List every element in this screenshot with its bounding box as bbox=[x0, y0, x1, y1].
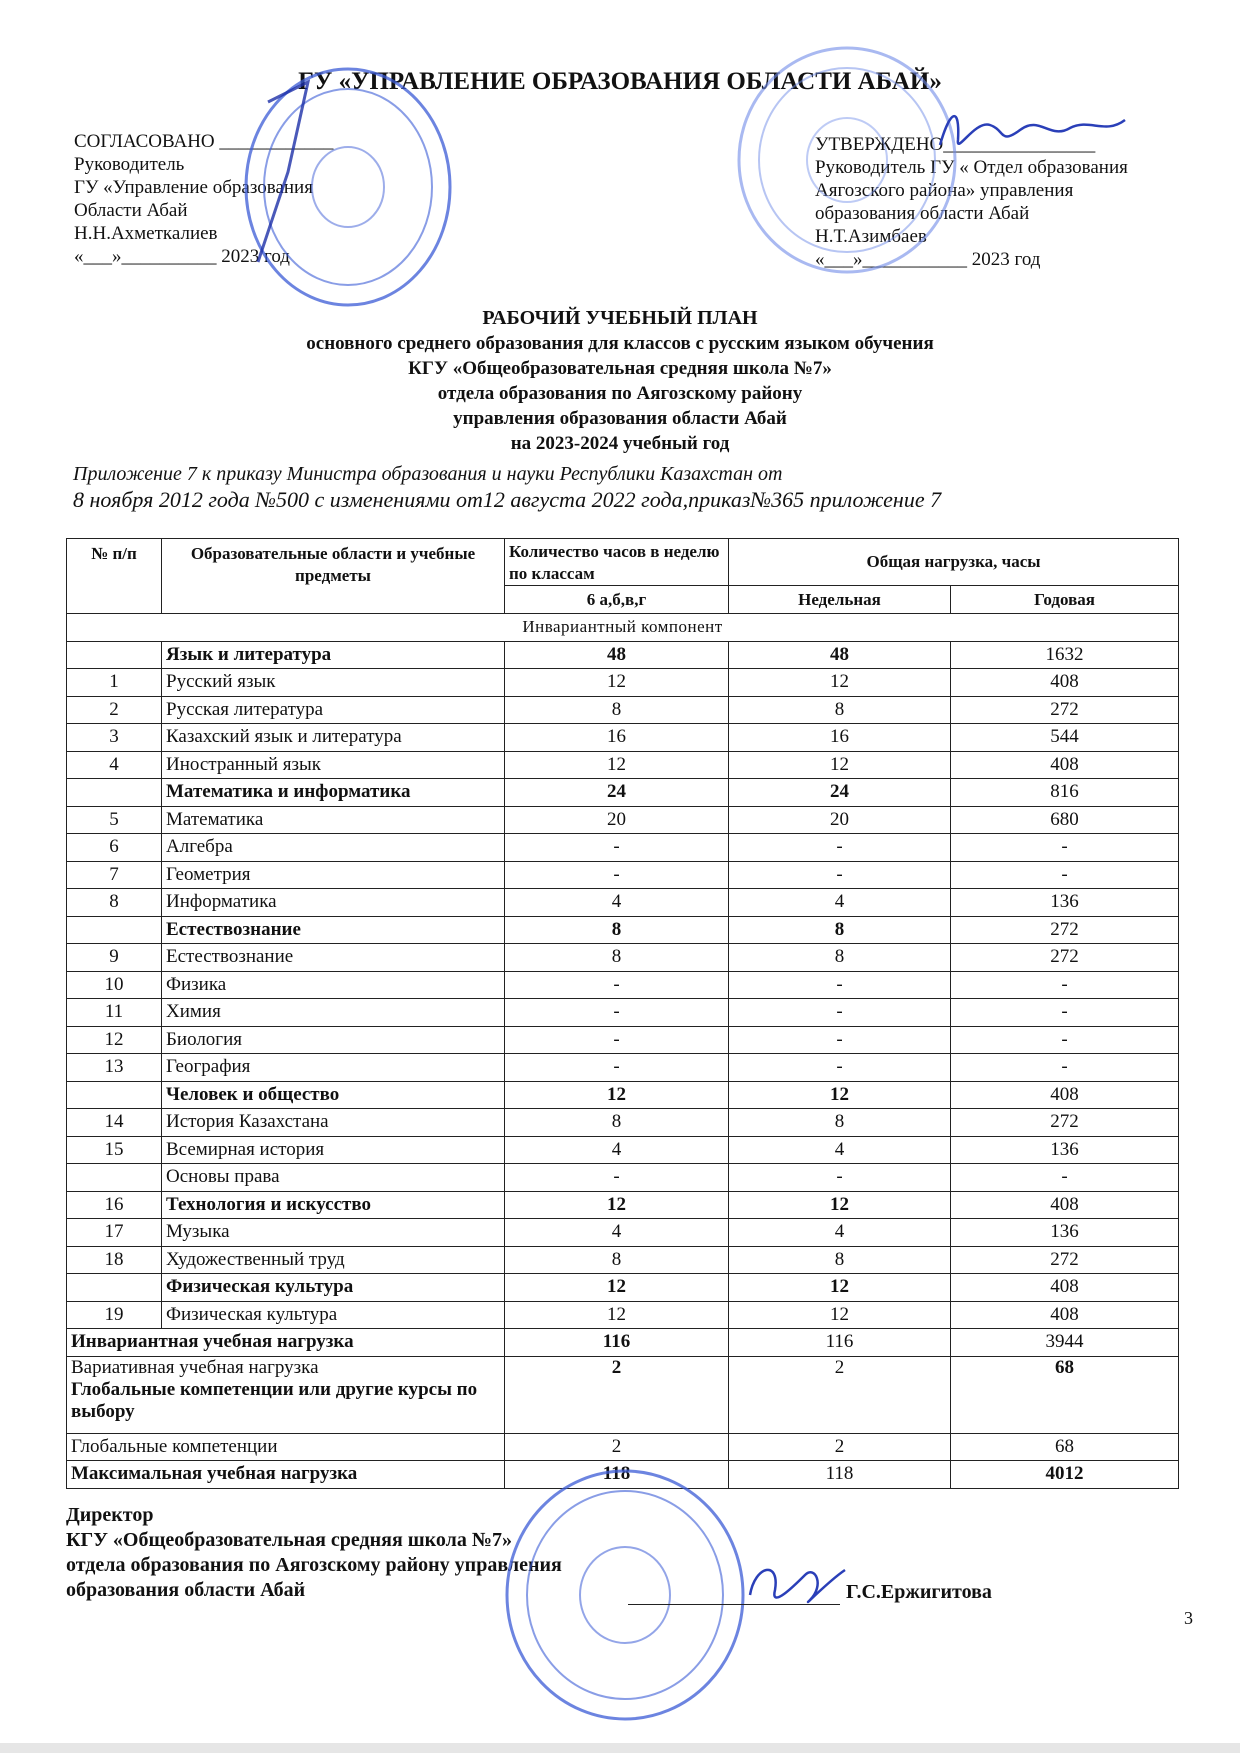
subject-name: Казахский язык и литература bbox=[162, 724, 505, 752]
approval-right-line: Н.Т.Азимбаев bbox=[815, 226, 927, 247]
row-number: 10 bbox=[67, 971, 162, 999]
group-name: Физическая культура bbox=[162, 1274, 505, 1302]
hours-weekly: 8 bbox=[729, 1246, 951, 1274]
row-number: 5 bbox=[67, 806, 162, 834]
max-total-row bbox=[67, 1461, 1179, 1489]
hours-yearly: 136 bbox=[951, 1219, 1179, 1247]
subject-name: Химия bbox=[162, 999, 505, 1027]
hours-classes: 4 bbox=[505, 1136, 729, 1164]
subject-name: Музыка bbox=[162, 1219, 505, 1247]
approval-right-line: УТВЕРЖДЕНО________________ bbox=[815, 134, 1096, 155]
hours-classes: 24 bbox=[505, 779, 729, 807]
invariant-total-weekly: 116 bbox=[729, 1329, 951, 1357]
hours-yearly: 272 bbox=[951, 696, 1179, 724]
approval-block-left bbox=[74, 130, 333, 268]
hours-yearly: 408 bbox=[951, 1191, 1179, 1219]
variative-sub: Глобальные компетенции или другие курсы по выбору bbox=[71, 1378, 478, 1422]
row-number bbox=[67, 779, 162, 807]
subject-row bbox=[67, 724, 1179, 752]
approval-left-line: Руководитель bbox=[74, 154, 185, 175]
header-total-load: Общая нагрузка, часы bbox=[729, 539, 1179, 586]
global-competencies-weekly: 2 bbox=[729, 1433, 951, 1461]
plan-title-line: управления образования области Абай bbox=[453, 408, 787, 429]
hours-yearly: 272 bbox=[951, 944, 1179, 972]
subject-name: География bbox=[162, 1054, 505, 1082]
hours-yearly: - bbox=[951, 834, 1179, 862]
subject-name: Художественный труд bbox=[162, 1246, 505, 1274]
subject-name: Иностранный язык bbox=[162, 751, 505, 779]
group-name: Естествознание bbox=[162, 916, 505, 944]
group-name: Технология и искусство bbox=[162, 1191, 505, 1219]
hours-yearly: 544 bbox=[951, 724, 1179, 752]
row-number: 15 bbox=[67, 1136, 162, 1164]
hours-yearly: 408 bbox=[951, 1301, 1179, 1329]
director-block bbox=[66, 1503, 562, 1603]
global-competencies-row bbox=[67, 1433, 1179, 1461]
subject-row bbox=[67, 1246, 1179, 1274]
hours-weekly: 24 bbox=[729, 779, 951, 807]
group-row bbox=[67, 1191, 1179, 1219]
subject-row bbox=[67, 751, 1179, 779]
approval-left-line: Н.Н.Ахметкалиев bbox=[74, 223, 218, 244]
subject-row bbox=[67, 806, 1179, 834]
hours-classes: 8 bbox=[505, 1246, 729, 1274]
subject-name: Биология bbox=[162, 1026, 505, 1054]
row-number: 14 bbox=[67, 1109, 162, 1137]
variative-yearly: 68 bbox=[951, 1356, 1179, 1433]
hours-classes: - bbox=[505, 971, 729, 999]
subject-name: Всемирная история bbox=[162, 1136, 505, 1164]
max-total-classes: 118 bbox=[505, 1461, 729, 1489]
hours-weekly: 4 bbox=[729, 1136, 951, 1164]
director-line: Директор bbox=[66, 1504, 154, 1526]
max-total-label: Максимальная учебная нагрузка bbox=[67, 1461, 505, 1489]
hours-weekly: - bbox=[729, 861, 951, 889]
approval-left-line: «___»__________ 2023 год bbox=[74, 246, 290, 267]
signature-line bbox=[628, 1604, 840, 1605]
variative-row bbox=[67, 1356, 1179, 1433]
row-number: 13 bbox=[67, 1054, 162, 1082]
plan-title-line: РАБОЧИЙ УЧЕБНЫЙ ПЛАН bbox=[482, 307, 758, 329]
appendix-line: 8 ноября 2012 года №500 с изменениями от12 августа 2022 года,приказ№365 приложение 7 bbox=[73, 487, 942, 512]
hours-weekly: 12 bbox=[729, 1301, 951, 1329]
hours-classes: - bbox=[505, 1164, 729, 1192]
subject-row bbox=[67, 1109, 1179, 1137]
subject-name: Русская литература bbox=[162, 696, 505, 724]
hours-weekly: 8 bbox=[729, 916, 951, 944]
subject-row bbox=[67, 889, 1179, 917]
hours-yearly: 272 bbox=[951, 916, 1179, 944]
global-competencies-yearly: 68 bbox=[951, 1433, 1179, 1461]
plan-title-line: на 2023-2024 учебный год bbox=[510, 433, 730, 454]
approval-left-line: СОГЛАСОВАНО ____________ bbox=[74, 131, 334, 152]
row-number: 9 bbox=[67, 944, 162, 972]
row-number bbox=[67, 641, 162, 669]
plan-title bbox=[0, 306, 1240, 456]
row-number: 2 bbox=[67, 696, 162, 724]
subject-name: Алгебра bbox=[162, 834, 505, 862]
subject-row bbox=[67, 999, 1179, 1027]
row-number: 19 bbox=[67, 1301, 162, 1329]
page-number: 3 bbox=[1184, 1608, 1193, 1628]
hours-weekly: 16 bbox=[729, 724, 951, 752]
hours-classes: 12 bbox=[505, 669, 729, 697]
subject-name: Русский язык bbox=[162, 669, 505, 697]
hours-classes: 20 bbox=[505, 806, 729, 834]
hours-classes: - bbox=[505, 861, 729, 889]
group-name: Человек и общество bbox=[162, 1081, 505, 1109]
hours-classes: - bbox=[505, 999, 729, 1027]
hours-weekly: - bbox=[729, 1164, 951, 1192]
hours-weekly: 8 bbox=[729, 944, 951, 972]
hours-yearly: - bbox=[951, 861, 1179, 889]
global-competencies-classes: 2 bbox=[505, 1433, 729, 1461]
approval-right-line: «___»___________ 2023 год bbox=[815, 249, 1041, 270]
group-row bbox=[67, 779, 1179, 807]
hours-yearly: - bbox=[951, 1026, 1179, 1054]
hours-yearly: 408 bbox=[951, 1274, 1179, 1302]
row-number: 16 bbox=[67, 1191, 162, 1219]
hours-classes: 4 bbox=[505, 1219, 729, 1247]
hours-weekly: 48 bbox=[729, 641, 951, 669]
subject-name: Естествознание bbox=[162, 944, 505, 972]
hours-weekly: - bbox=[729, 1054, 951, 1082]
hours-yearly: 272 bbox=[951, 1109, 1179, 1137]
approval-left-line: ГУ «Управление образования bbox=[74, 177, 313, 198]
director-name: Г.С.Ержигитова bbox=[846, 1581, 992, 1603]
hours-weekly: 4 bbox=[729, 889, 951, 917]
hours-yearly: - bbox=[951, 971, 1179, 999]
hours-yearly: 816 bbox=[951, 779, 1179, 807]
hours-classes: - bbox=[505, 1026, 729, 1054]
hours-weekly: - bbox=[729, 834, 951, 862]
hours-yearly: 680 bbox=[951, 806, 1179, 834]
group-row bbox=[67, 1081, 1179, 1109]
hours-yearly: 272 bbox=[951, 1246, 1179, 1274]
invariant-total-label: Инвариантная учебная нагрузка bbox=[67, 1329, 505, 1357]
max-total-weekly: 118 bbox=[729, 1461, 951, 1489]
subject-row bbox=[67, 1301, 1179, 1329]
invariant-total-classes: 116 bbox=[505, 1329, 729, 1357]
group-row bbox=[67, 916, 1179, 944]
subject-row bbox=[67, 861, 1179, 889]
hours-weekly: - bbox=[729, 999, 951, 1027]
approval-right-line: Аягозского района» управления bbox=[815, 180, 1074, 201]
hours-classes: 8 bbox=[505, 696, 729, 724]
director-line: образования области Абай bbox=[66, 1579, 306, 1601]
subject-row bbox=[67, 1054, 1179, 1082]
approval-right-line: Руководитель ГУ « Отдел образования bbox=[815, 157, 1128, 178]
hours-yearly: 136 bbox=[951, 1136, 1179, 1164]
hours-weekly: 8 bbox=[729, 696, 951, 724]
row-number: 1 bbox=[67, 669, 162, 697]
hours-yearly: - bbox=[951, 1164, 1179, 1192]
subject-name: Информатика bbox=[162, 889, 505, 917]
header-classes: 6 а,б,в,г bbox=[505, 586, 729, 614]
hours-yearly: 136 bbox=[951, 889, 1179, 917]
subject-name: Основы права bbox=[162, 1164, 505, 1192]
hours-weekly: 12 bbox=[729, 669, 951, 697]
director-line: КГУ «Общеобразовательная средняя школа №7» bbox=[66, 1529, 512, 1551]
approval-left-line: Области Абай bbox=[74, 200, 188, 221]
subject-row bbox=[67, 1219, 1179, 1247]
plan-title-line: основного среднего образования для классов с русским языком обучения bbox=[306, 333, 934, 354]
header-hours-per-week: Количество часов в неделю по классам bbox=[505, 539, 729, 586]
hours-classes: - bbox=[505, 1054, 729, 1082]
row-number: 17 bbox=[67, 1219, 162, 1247]
group-name: Математика и информатика bbox=[162, 779, 505, 807]
hours-yearly: 408 bbox=[951, 1081, 1179, 1109]
scan-edge bbox=[0, 1743, 1240, 1753]
subject-name: Геометрия bbox=[162, 861, 505, 889]
subject-row bbox=[67, 971, 1179, 999]
hours-classes: 12 bbox=[505, 1081, 729, 1109]
header-subject: Образовательные области и учебные предметы bbox=[162, 539, 505, 614]
hours-classes: 8 bbox=[505, 1109, 729, 1137]
hours-weekly: 12 bbox=[729, 1274, 951, 1302]
appendix-line: Приложение 7 к приказу Министра образования и науки Республики Казахстан от bbox=[73, 463, 783, 485]
invariant-component-label: Инвариантный компонент bbox=[67, 614, 1179, 642]
row-number: 11 bbox=[67, 999, 162, 1027]
row-number bbox=[67, 1081, 162, 1109]
max-total-yearly: 4012 bbox=[951, 1461, 1179, 1489]
subject-name: Физическая культура bbox=[162, 1301, 505, 1329]
hours-classes: 48 bbox=[505, 641, 729, 669]
hours-classes: 12 bbox=[505, 1191, 729, 1219]
hours-yearly: - bbox=[951, 999, 1179, 1027]
subject-row bbox=[67, 669, 1179, 697]
row-number bbox=[67, 1164, 162, 1192]
signature-bottom bbox=[740, 1555, 850, 1615]
subject-name: История Казахстана bbox=[162, 1109, 505, 1137]
hours-weekly: - bbox=[729, 1026, 951, 1054]
variative-classes: 2 bbox=[505, 1356, 729, 1433]
approval-right-line: образования области Абай bbox=[815, 203, 1030, 224]
hours-classes: 12 bbox=[505, 1274, 729, 1302]
hours-classes: 16 bbox=[505, 724, 729, 752]
hours-yearly: 408 bbox=[951, 669, 1179, 697]
subject-row bbox=[67, 1164, 1179, 1192]
header-yearly: Годовая bbox=[951, 586, 1179, 614]
hours-classes: 8 bbox=[505, 916, 729, 944]
row-number: 8 bbox=[67, 889, 162, 917]
group-name: Язык и литература bbox=[162, 641, 505, 669]
hours-classes: - bbox=[505, 834, 729, 862]
org-title: ГУ «УПРАВЛЕНИЕ ОБРАЗОВАНИЯ ОБЛАСТИ АБАЙ» bbox=[298, 68, 942, 95]
group-row bbox=[67, 641, 1179, 669]
subject-name: Математика bbox=[162, 806, 505, 834]
approval-block-right bbox=[815, 133, 1128, 271]
invariant-total-row bbox=[67, 1329, 1179, 1357]
appendix-note bbox=[73, 461, 941, 513]
hours-weekly: 8 bbox=[729, 1109, 951, 1137]
row-number bbox=[67, 1274, 162, 1302]
row-number: 12 bbox=[67, 1026, 162, 1054]
row-number bbox=[67, 916, 162, 944]
global-competencies-label: Глобальные компетенции bbox=[67, 1433, 505, 1461]
hours-yearly: 408 bbox=[951, 751, 1179, 779]
variative-label: Вариативная учебная нагрузка bbox=[71, 1356, 319, 1378]
plan-title-line: отдела образования по Аягозскому району bbox=[437, 383, 803, 404]
subject-row bbox=[67, 696, 1179, 724]
group-row bbox=[67, 1274, 1179, 1302]
row-number: 3 bbox=[67, 724, 162, 752]
hours-classes: 8 bbox=[505, 944, 729, 972]
row-number: 7 bbox=[67, 861, 162, 889]
row-number: 6 bbox=[67, 834, 162, 862]
hours-weekly: 12 bbox=[729, 1081, 951, 1109]
hours-weekly: 12 bbox=[729, 751, 951, 779]
hours-classes: 12 bbox=[505, 751, 729, 779]
hours-yearly: - bbox=[951, 1054, 1179, 1082]
subject-row bbox=[67, 1026, 1179, 1054]
invariant-total-yearly: 3944 bbox=[951, 1329, 1179, 1357]
header-weekly: Недельная bbox=[729, 586, 951, 614]
hours-weekly: - bbox=[729, 971, 951, 999]
hours-weekly: 4 bbox=[729, 1219, 951, 1247]
curriculum-table bbox=[66, 538, 1179, 1489]
subject-name: Физика bbox=[162, 971, 505, 999]
hours-yearly: 1632 bbox=[951, 641, 1179, 669]
variative-weekly: 2 bbox=[729, 1356, 951, 1433]
row-number: 18 bbox=[67, 1246, 162, 1274]
hours-weekly: 20 bbox=[729, 806, 951, 834]
director-line: отдела образования по Аягозскому району управления bbox=[66, 1554, 562, 1576]
hours-classes: 12 bbox=[505, 1301, 729, 1329]
hours-weekly: 12 bbox=[729, 1191, 951, 1219]
subject-row bbox=[67, 834, 1179, 862]
variative-cell bbox=[67, 1356, 505, 1433]
hours-classes: 4 bbox=[505, 889, 729, 917]
subject-row bbox=[67, 944, 1179, 972]
row-number: 4 bbox=[67, 751, 162, 779]
plan-title-line: КГУ «Общеобразовательная средняя школа №7» bbox=[408, 358, 832, 379]
subject-row bbox=[67, 1136, 1179, 1164]
header-num: № п/п bbox=[67, 539, 162, 614]
